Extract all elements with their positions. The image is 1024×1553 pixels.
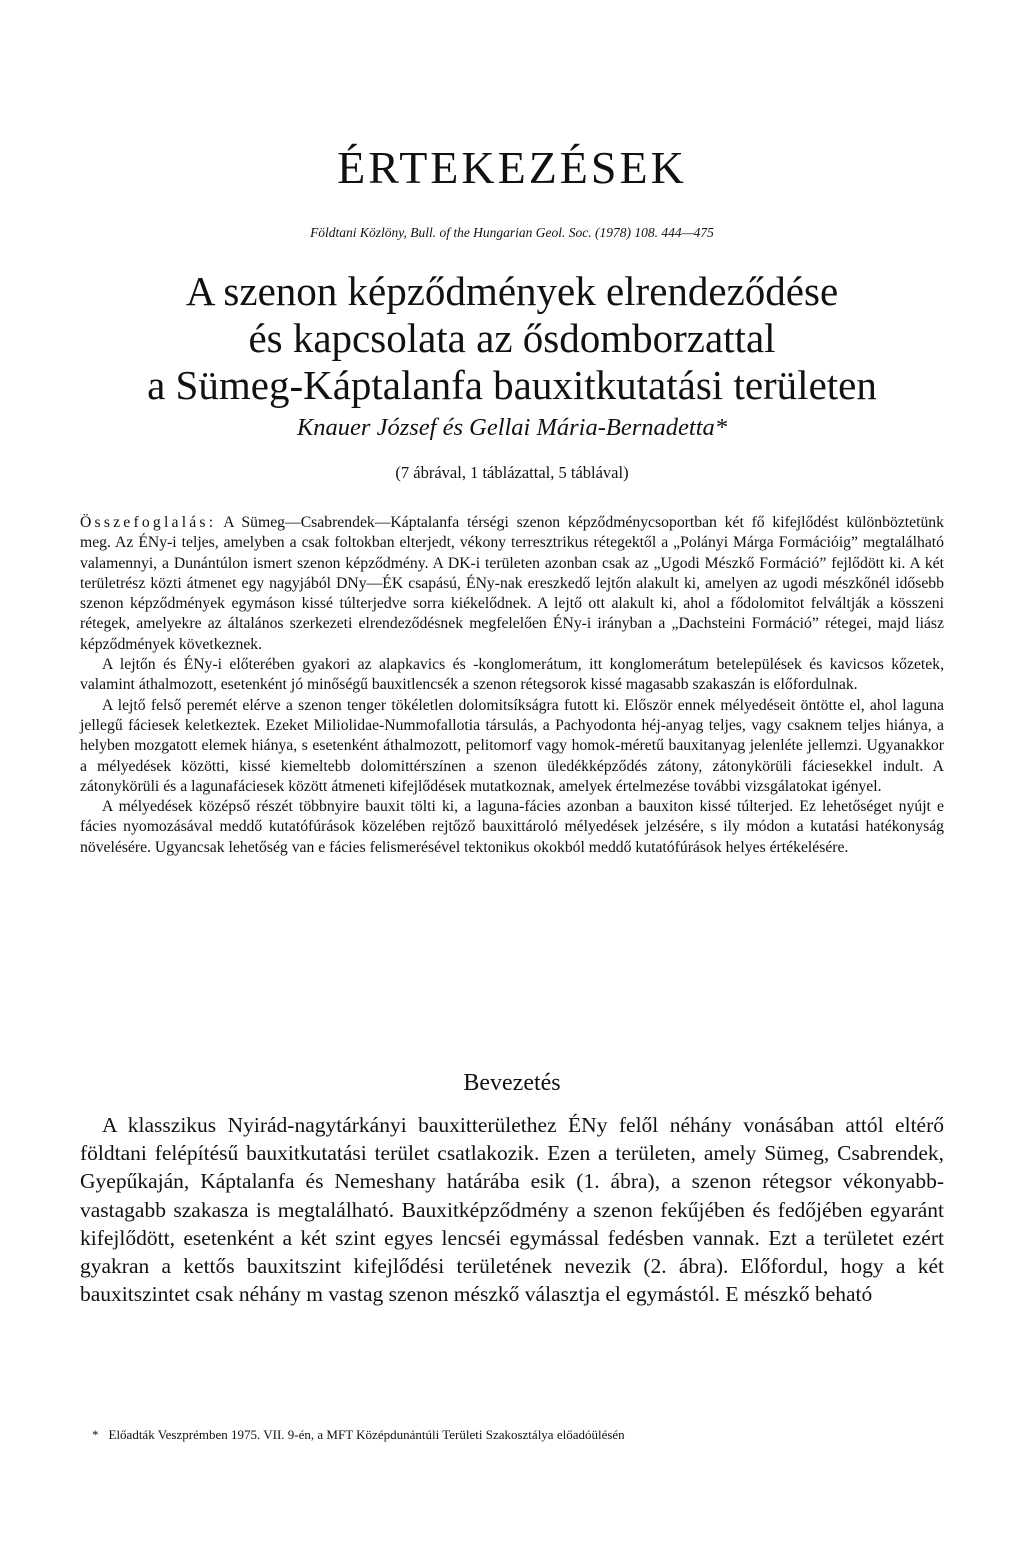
footnote-mark: * xyxy=(92,1427,99,1442)
introduction-body xyxy=(80,1111,944,1308)
abstract-paragraph xyxy=(80,513,944,655)
abstract-paragraph: A lejtő felső peremét elérve a szenon tenger tökéletlen dolomitsíkságra futott ki. Először ennek mélyedéseit öntötte el, ahol laguna jellegű fáciesek keletkeztek. Ezeket Miliolidae-Nummofallotia társulás, a Pachyodonta héj-anyag teljes, vagy csaknem teljes hiánya, a helyben mozgatott elemek hiánya, s esetenként áthalmozott, pelitomorf vagy homok-méretű bauxitanyag jelenléte jellemzi. Ugyanakkor a mélyedések közötti, kissé kiemeltebb dolomittérszínen a szenon üledékképződés zátony, zátonykörüli fáciesekkel indult. A zátonykörüli és a lagunafáciesek között átmeneti kifejlődések mutatkoznak, amelyek értelmezése további vizsgálatokat igényel. xyxy=(80,696,944,795)
abstract xyxy=(80,513,944,858)
figure-table-count: (7 ábrával, 1 táblázattal, 5 táblával) xyxy=(395,463,629,482)
introduction-paragraph: A klasszikus Nyirád-nagytárkányi bauxitterülethez ÉNy felől néhány vonásában attól eltérő földtani felépítésű bauxitkutatási terület csatlakozik. Ezen a területen, amely Sümeg, Csabrendek, Gyepűkaján, Káptalanfa és Nemeshany határába esik (1. ábra), a szenon rétegsor vékonyabb-vastagabb szakasza is megtalálható. Bauxitképződmény a szenon fekűjében és fedőjében egyaránt kifejlődött, esetenként a két szint egyes lencséi egymással fedésben vannak. Ezt a területet ezért gyakran a kettős bauxitszint kifejlődési területének nevezik (2. ábra). Előfordul, hogy a két bauxitszintet csak néhány m vastag szenon mészkő választja el egymástól. E mészkő beható xyxy=(80,1113,944,1307)
introduction-heading: Bevezetés xyxy=(463,1070,561,1096)
authors: Knauer József és Gellai Mária-Bernadetta* xyxy=(296,414,728,441)
article-title-line: A szenon képződmények elrendeződése xyxy=(185,268,839,314)
abstract-paragraph-text: A Sümeg—Csabrendek—Káptalanfa térségi szenon képződménycsoportban két fő kifejlődést különböztetünk meg. Az ÉNy-i teljes, amelyben a csak foltokban elterjedt, vékony terresztrikus rétegektől a „Polányi Márga Formációig” megtalálható valamennyi, a Dunántúlon ismert szenon képződmény. A DK-i területen azonban csak az „Ugodi Mészkő Formáció” fejlődött ki. A két területrész közti átmenet egy nagyjából DNy—ÉK csapású, ÉNy-nak ereszkedő lejtőn alakult ki, amelyen az ugodi mészkőnél idősebb szenon képződmények egymáson kissé túlterjedve sorra kiékelődnek. A lejtő ott alakult ki, ahol a fődolomitot felváltják a kösszeni rétegek, amelyekre az általános szerkezeti elrendeződésnek megfelelően ÉNy-i irányban a „Dachsteini Formáció” rétegei, majd liász képződmények következnek. xyxy=(80,514,944,653)
article-title-line: a Sümeg-Káptalanfa bauxitkutatási területen xyxy=(147,362,877,408)
abstract-paragraph: A mélyedések középső részét többnyire bauxit tölti ki, a laguna-fácies azonban a bauxiton kissé túlterjed. Ez lehetőséget nyújt e fácies nyomozásával meddő kutatófúrások közelében rejtőző bauxittároló mélyedések jelzésére, s ily módon a kutatási hatékonyság növelésére. Ugyancsak lehetőség van e fácies felismerésével tektonikus okokból meddő kutatófúrások helyes értékelésére. xyxy=(80,798,944,856)
article-title-line: és kapcsolata az ősdomborzattal xyxy=(248,315,776,361)
abstract-paragraph: A lejtőn és ÉNy-i előterében gyakori az alapkavics és -konglomerátum, itt konglomerátum betelepülések és kavicsos kőzetek, valamint áthalmozott, esetenként jó minőségű bauxitlencsék a szenon rétegsorok kissé magasabb szakaszán is előfordulnak. xyxy=(80,656,944,694)
section-title: ÉRTEKEZÉSEK xyxy=(337,142,687,193)
abstract-label: Összefoglalás: xyxy=(80,514,217,531)
footnote xyxy=(92,1426,952,1443)
footnote-text: Előadták Veszprémben 1975. VII. 9-én, a MFT Középdunántúli Területi Szakosztálya előadóülésén xyxy=(108,1427,625,1442)
article-title xyxy=(0,268,1024,409)
journal-citation: Földtani Közlöny, Bull. of the Hungarian Geol. Soc. (1978) 108. 444—475 xyxy=(310,225,714,240)
